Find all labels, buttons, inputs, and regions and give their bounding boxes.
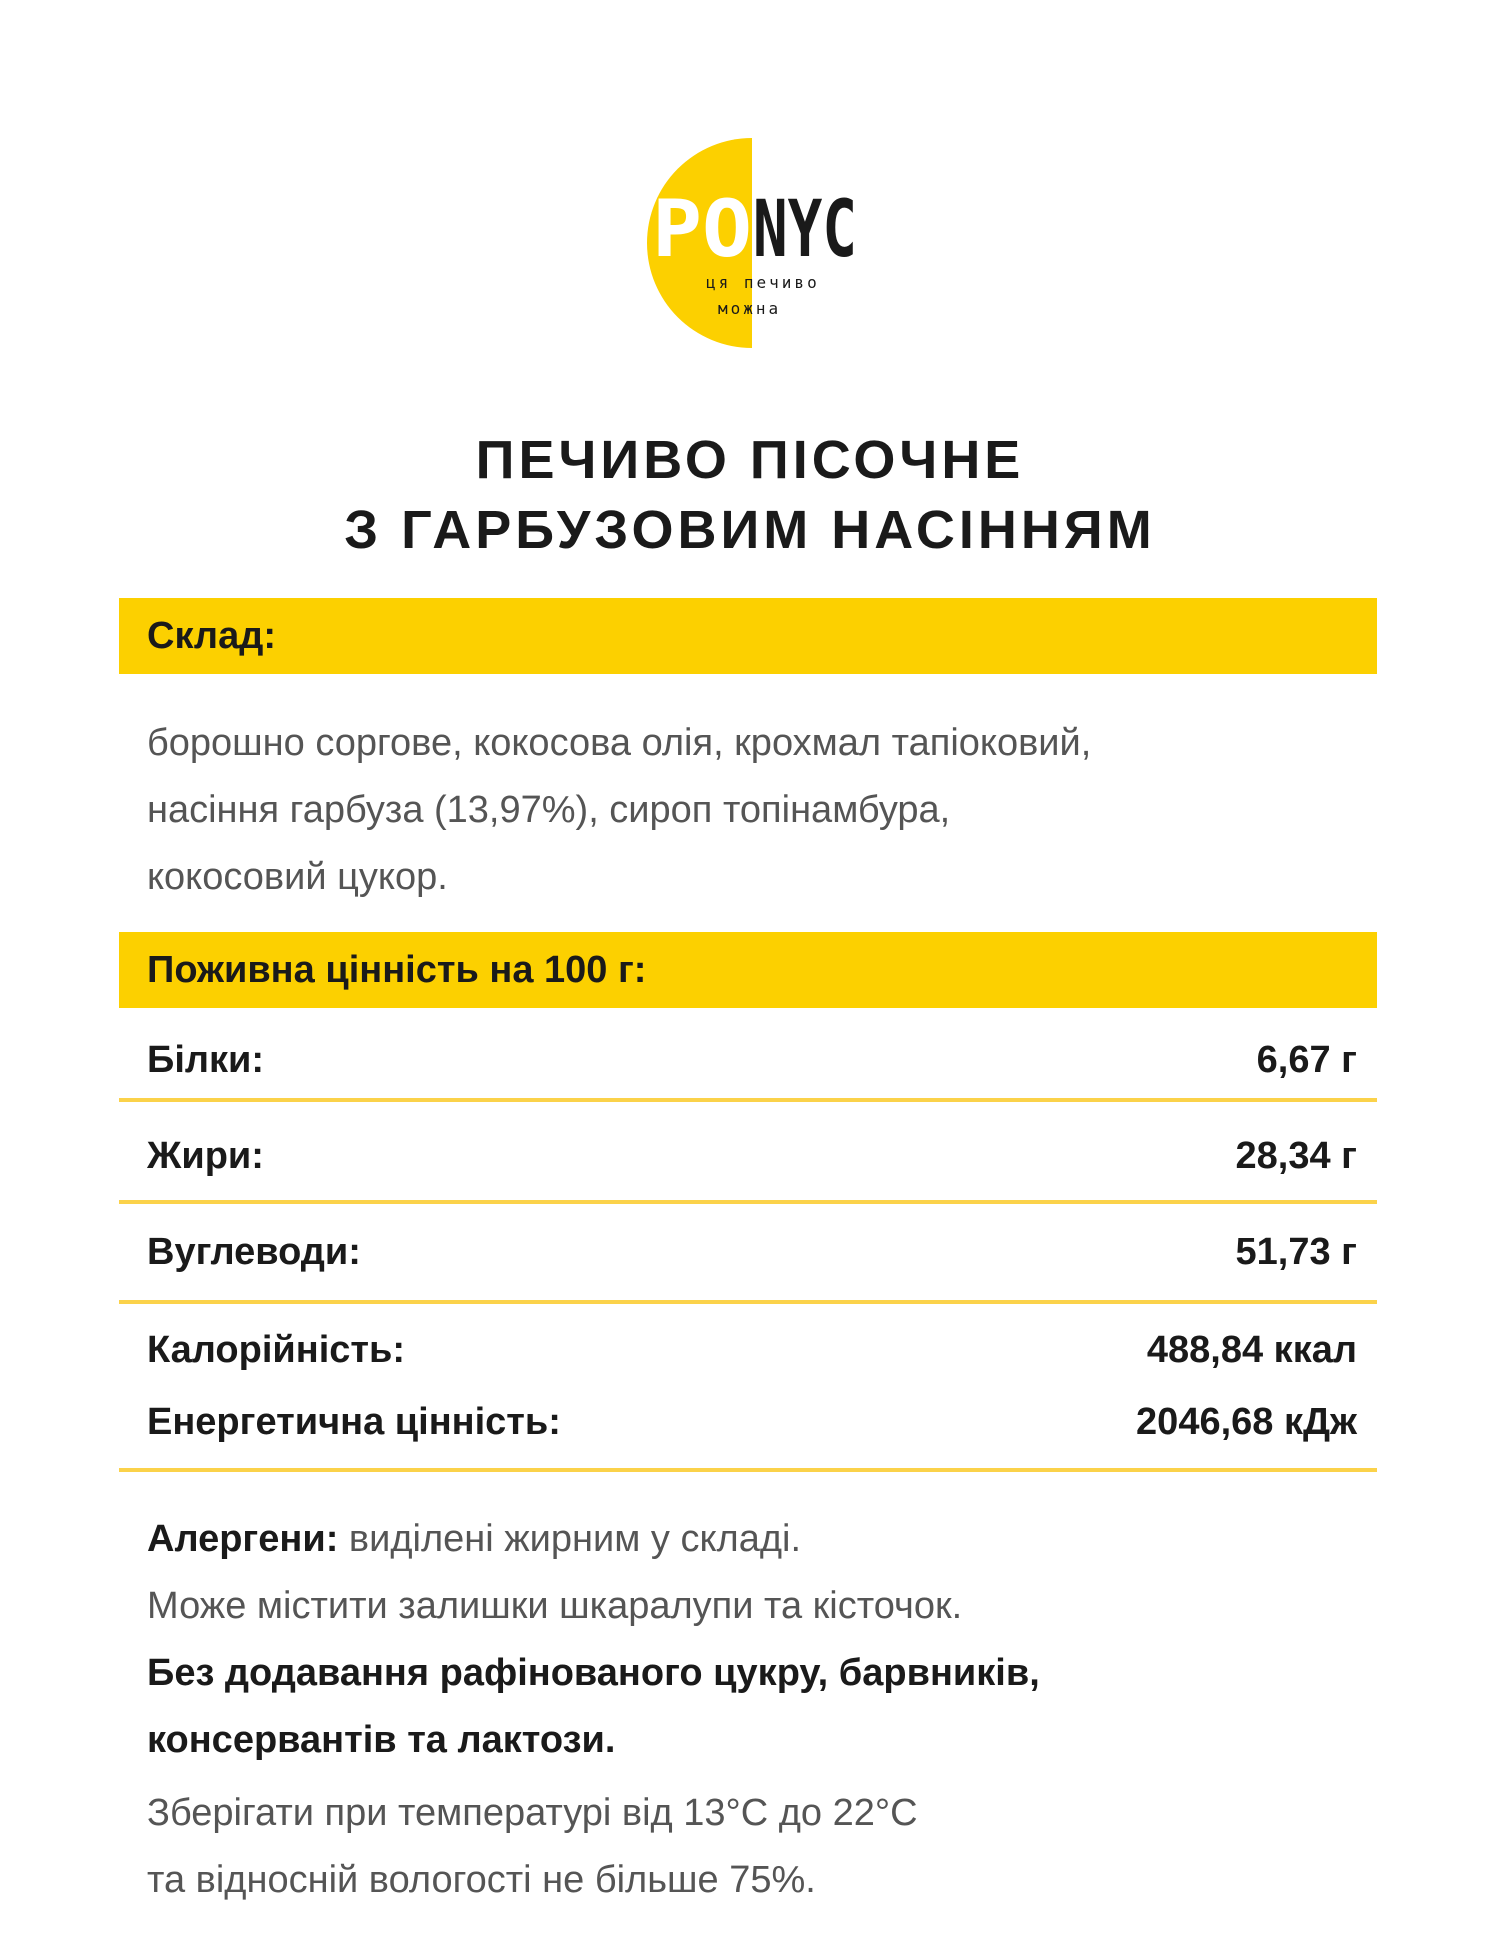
nutrition-label: Калорійність:	[147, 1328, 406, 1371]
nutrition-label: Вуглеводи:	[147, 1230, 361, 1273]
product-title-line-2: З ГАРБУЗОВИМ НАСІННЯМ	[344, 500, 1156, 560]
nutrition-row-energy	[119, 1390, 1377, 1454]
nutrition-label: Жири:	[147, 1134, 264, 1177]
product-title-line-1: ПЕЧИВО ПІСОЧНЕ	[475, 430, 1025, 490]
logo-tagline-2: можна	[718, 299, 782, 318]
nutrition-heading: Поживна цінність на 100 г:	[147, 948, 647, 991]
storage-line-1: Зберігати при температурі від 13°С до 22°С	[147, 1792, 918, 1834]
logo-word-right: NYC	[753, 185, 857, 275]
brand-logo	[640, 138, 860, 348]
nutrition-value: 2046,68 кДж	[1136, 1400, 1357, 1443]
nutrition-label: Білки:	[147, 1038, 265, 1081]
composition-line-3: кокосовий цукор.	[147, 856, 448, 898]
composition-heading-band	[119, 598, 1377, 674]
nutrition-value: 6,67 г	[1256, 1038, 1357, 1081]
nutrition-row-calories	[119, 1318, 1377, 1382]
nutrition-value: 488,84 ккал	[1146, 1328, 1357, 1371]
row-divider	[119, 1200, 1377, 1204]
nutrition-heading-band	[119, 932, 1377, 1008]
composition-line-1: борошно соргове, кокосова олія, крохмал тапіоковий,	[147, 722, 1092, 764]
product-title	[0, 425, 1500, 565]
nutrition-row-protein	[119, 1030, 1377, 1090]
nutrition-value: 51,73 г	[1235, 1230, 1357, 1273]
logo-tagline-1: ця печиво	[706, 273, 820, 292]
nutrition-row-carbs	[119, 1222, 1377, 1282]
allergens-text: виділені жирним у складі.	[348, 1518, 802, 1560]
allergens-label: Алергени:	[147, 1518, 339, 1560]
composition-text	[147, 710, 1377, 911]
nutrition-label: Енергетична цінність:	[147, 1400, 561, 1443]
row-divider	[119, 1300, 1377, 1304]
logo-graphic	[640, 138, 860, 348]
logo-word-left: PO	[652, 185, 752, 275]
composition-heading: Склад:	[147, 614, 276, 657]
product-notes	[147, 1506, 1377, 1914]
no-additives-line-1: Без додавання рафінованого цукру, барвників,	[147, 1652, 1040, 1694]
allergens-note	[147, 1506, 1377, 1573]
traces-note: Може містити залишки шкаралупи та кісточок.	[147, 1585, 963, 1627]
no-additives-line-2: консервантів та лактози.	[147, 1719, 616, 1761]
nutrition-row-fat	[119, 1126, 1377, 1186]
composition-line-2: насіння гарбуза (13,97%), сироп топінамбура,	[147, 789, 951, 831]
row-divider	[119, 1468, 1377, 1472]
nutrition-value: 28,34 г	[1235, 1134, 1357, 1177]
row-divider	[119, 1098, 1377, 1102]
storage-line-2: та відносній вологості не більше 75%.	[147, 1859, 816, 1901]
